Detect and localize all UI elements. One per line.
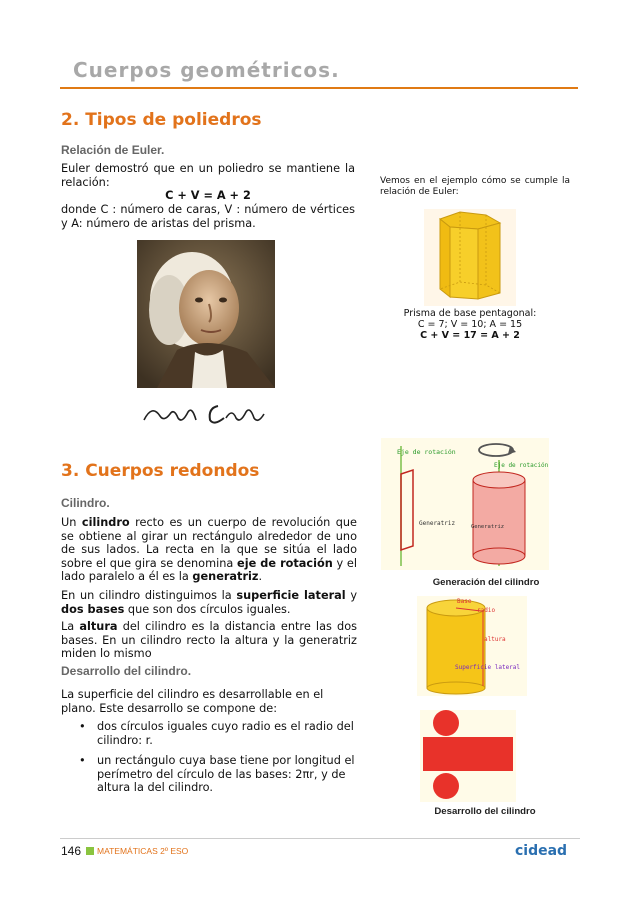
list-item: • un rectángulo cuya base tiene por longitud el perímetro del círculo de las bases: 2πr, y de altura la del cilindro. bbox=[61, 754, 357, 795]
p2-e: que son dos círculos iguales. bbox=[124, 602, 291, 616]
fig2-caption: Desarrollo del cilindro bbox=[434, 806, 536, 817]
p2-d: dos bases bbox=[61, 602, 125, 616]
p1-g: . bbox=[258, 570, 263, 584]
page-number: 146 bbox=[61, 844, 82, 858]
desarrollo-paragraph: La superficie del cilindro es desarrollable en el plano. Este desarrollo se compone de: bbox=[61, 688, 324, 715]
fig2-superficie-label: Superficie lateral bbox=[455, 664, 521, 671]
p1-f: generatriz bbox=[192, 570, 259, 584]
prism-caption-1: Prisma de base pentagonal: bbox=[403, 308, 537, 319]
p1-a: Un bbox=[61, 516, 82, 529]
cylinder-net-figure bbox=[420, 710, 516, 802]
cilindro-paragraph-2 bbox=[61, 589, 357, 616]
prism-caption-2: C = 7; V = 10; A = 15 bbox=[417, 319, 523, 330]
cidead-logo bbox=[515, 840, 575, 858]
section2-heading: 2. Tipos de poliedros bbox=[61, 110, 262, 130]
euler-paragraph-1: Euler demostró que en un poliedro se mantiene la relación: bbox=[61, 162, 355, 189]
euler-formula bbox=[61, 189, 355, 203]
fig1-generatriz-label-1: Generatriz bbox=[419, 520, 456, 527]
cylinder-development-figure bbox=[417, 596, 527, 696]
fig2-radio-label: radio bbox=[477, 607, 496, 614]
fig1-eje-label-1: Eje de rotación bbox=[397, 448, 456, 456]
p2-a: En un cilindro distinguimos la bbox=[61, 589, 237, 602]
desarrollo-list bbox=[61, 720, 357, 802]
list-item: • dos círculos iguales cuyo radio es el radio del cilindro: r. bbox=[61, 720, 357, 747]
p3-b: altura bbox=[79, 620, 118, 633]
euler-example-text: Vemos en el ejemplo cómo se cumple la relación de Euler: bbox=[380, 176, 570, 197]
prism-caption-3: C + V = 17 = A + 2 bbox=[420, 330, 520, 341]
fig1-eje-label-2: Eje de rotación bbox=[494, 462, 549, 469]
p1-e: y el lado paralelo a él es la bbox=[61, 556, 357, 584]
p3-a: La bbox=[61, 620, 80, 633]
footer-subject: MATEMÁTICAS 2º ESO bbox=[97, 846, 189, 856]
fig1-generatriz-label-2: Generatriz bbox=[471, 524, 505, 530]
euler-subheading: Relación de Euler. bbox=[61, 143, 165, 157]
euler-formula-text: C + V = A + 2 bbox=[165, 189, 251, 202]
fig1-caption: Generación del cilindro bbox=[432, 577, 540, 588]
cilindro-subheading: Cilindro. bbox=[61, 496, 110, 510]
footer-divider bbox=[60, 838, 580, 839]
fig2-altura-label: altura bbox=[484, 636, 506, 643]
euler-signature bbox=[138, 398, 273, 428]
fig2-base-label: Base bbox=[457, 598, 472, 605]
section3-heading: 3. Cuerpos redondos bbox=[61, 461, 260, 481]
pentagonal-prism-figure bbox=[424, 209, 516, 306]
p2-b: superficie lateral bbox=[236, 589, 346, 602]
page-header-title: Cuerpos geométricos. bbox=[73, 58, 340, 82]
desarrollo-subheading: Desarrollo del cilindro. bbox=[61, 664, 192, 678]
rotation-arrow-icon bbox=[476, 440, 516, 460]
cilindro-paragraph-3 bbox=[61, 620, 357, 661]
p1-b: cilindro bbox=[81, 516, 130, 529]
cilindro-paragraph-1 bbox=[61, 516, 357, 584]
p1-c: recto es un cuerpo de revolución que se obtiene al girar un rectángulo alrededor de uno de sus lados. La recta en la que se sitúa el lado sobre el que gira se denomina bbox=[61, 516, 357, 570]
cylinder-generation-figure bbox=[381, 438, 549, 570]
header-divider bbox=[60, 87, 578, 89]
p1-d: eje de rotación bbox=[237, 556, 333, 570]
footer-square-icon bbox=[86, 847, 94, 855]
cidead-logo-text: cidead bbox=[515, 843, 568, 859]
p2-c: y bbox=[345, 589, 358, 602]
p3-c: del cilindro es la distancia entre las dos bases. En un cilindro recto la altura y la generatriz miden lo mismo bbox=[61, 620, 358, 661]
euler-portrait bbox=[137, 240, 275, 388]
euler-paragraph-2: donde C : número de caras, V : número de vértices y A: número de aristas del prisma. bbox=[61, 203, 355, 230]
